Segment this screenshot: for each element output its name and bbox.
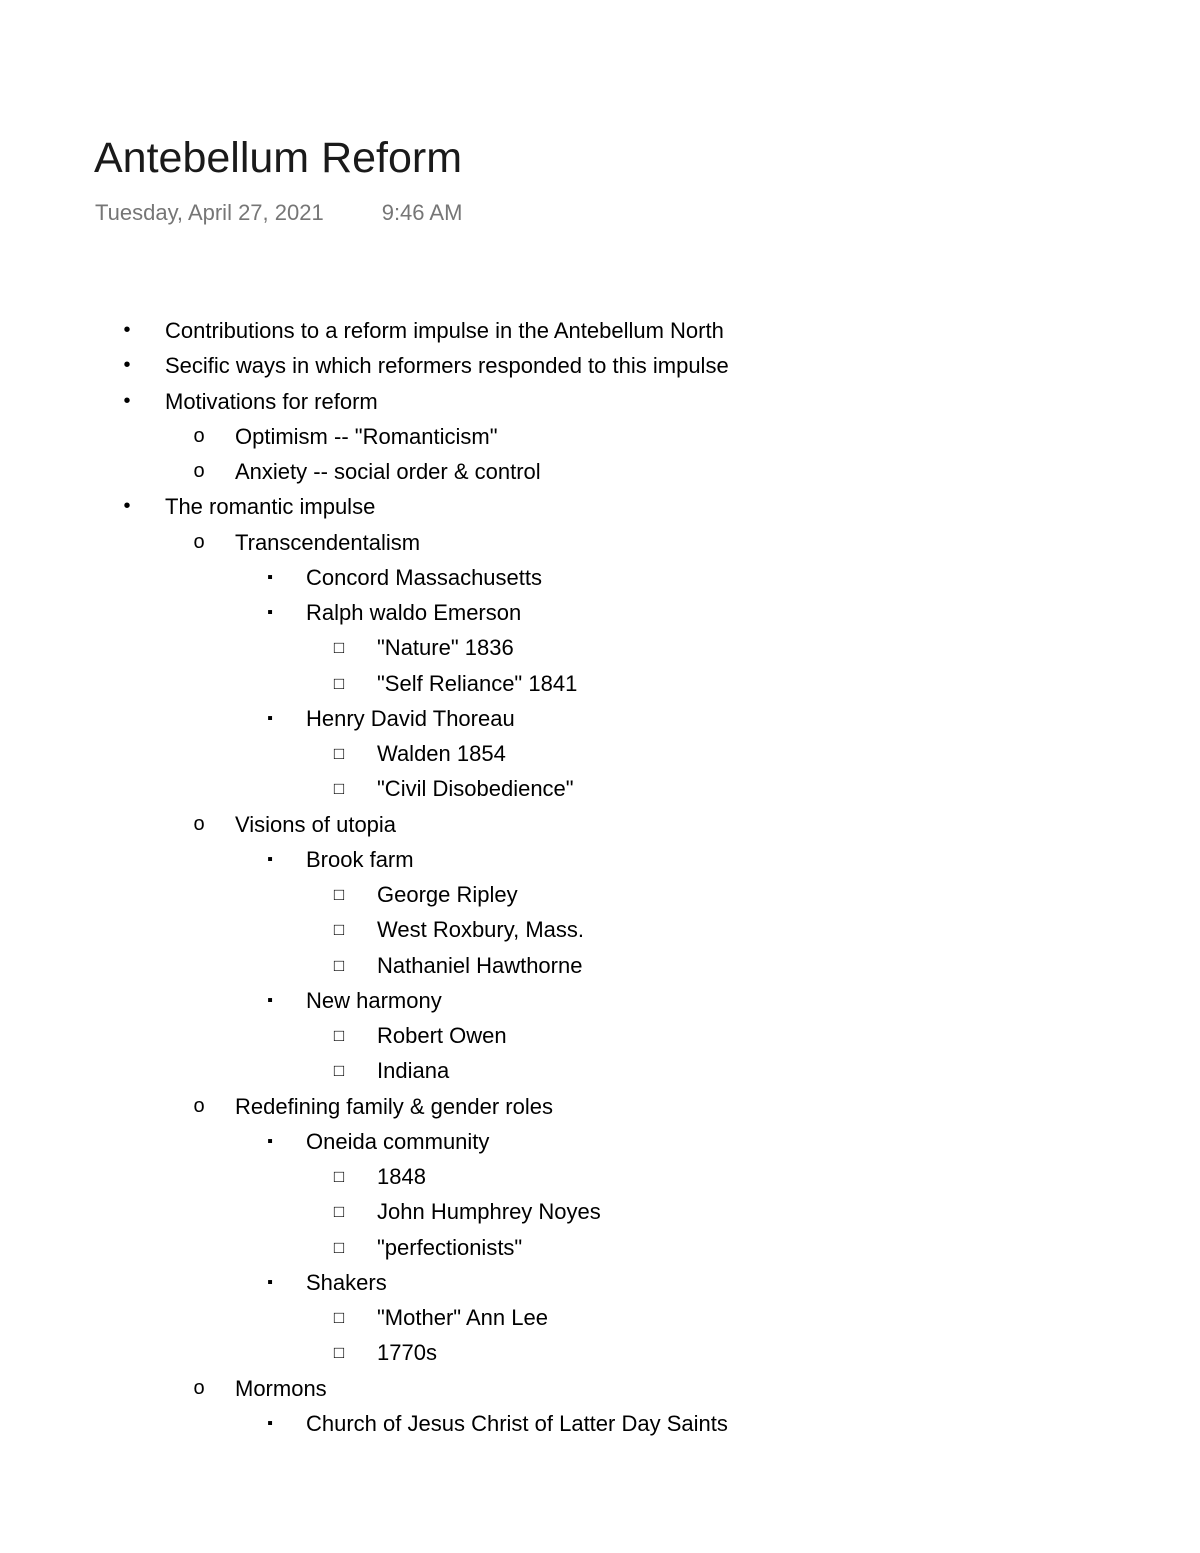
outline-item-text: "Civil Disobedience" <box>377 776 574 802</box>
outline-item <box>0 948 1200 983</box>
outline-item-text: 1848 <box>377 1164 426 1189</box>
outline-item-text: "Nature" 1836 <box>377 635 514 661</box>
bullet-level-3-icon: ▪ <box>267 709 273 727</box>
outline-list <box>0 313 1200 1441</box>
outline-item-text: Henry David Thoreau <box>306 705 515 731</box>
bullet-level-2-icon: o <box>193 812 205 835</box>
outline-item <box>0 1053 1200 1088</box>
outline-item <box>0 771 1200 806</box>
bullet-level-4-icon: □ <box>333 779 345 799</box>
outline-item-text: John Humphrey Noyes <box>377 1199 601 1225</box>
outline-item-text: Anxiety -- social order & control <box>235 459 541 484</box>
outline-item-text: Ralph waldo Emerson <box>306 600 522 625</box>
outline-item <box>0 1300 1200 1335</box>
outline-item <box>0 736 1200 771</box>
bullet-level-4-icon: □ <box>333 1237 345 1257</box>
bullet-level-3-icon: ▪ <box>267 1132 273 1150</box>
outline-item-text: Transcendentalism <box>235 529 421 555</box>
outline-item <box>0 1371 1200 1406</box>
outline-item-text: Secific ways in which reformers responded to this impulse <box>165 353 729 379</box>
bullet-level-4-icon: □ <box>333 955 345 975</box>
outline-item-text: Brook farm <box>306 846 414 872</box>
outline-item-text: Nathaniel Hawthorne <box>377 952 583 978</box>
outline-item-text: "Mother" Ann Lee <box>377 1305 548 1330</box>
outline-item <box>0 1265 1200 1300</box>
outline-item <box>0 595 1200 630</box>
bullet-level-2-icon: o <box>193 460 205 482</box>
outline-item <box>0 313 1200 348</box>
outline-item <box>0 701 1200 736</box>
outline-item-text: Motivations for reform <box>165 388 378 414</box>
outline-item <box>0 489 1200 524</box>
bullet-level-2-icon: o <box>193 424 205 447</box>
outline-item-text: 1770s <box>377 1340 437 1366</box>
outline-item <box>0 912 1200 947</box>
page-title: Antebellum Reform <box>94 134 463 182</box>
outline-item-text: Optimism -- "Romanticism" <box>235 423 498 449</box>
outline-item-text: Contributions to a reform impulse in the Antebellum North <box>165 318 724 343</box>
bullet-level-4-icon: □ <box>333 744 345 763</box>
outline-item <box>0 1124 1200 1159</box>
bullet-level-3-icon: ▪ <box>267 604 273 621</box>
bullet-level-4-icon: □ <box>333 920 345 940</box>
bullet-level-4-icon: □ <box>333 673 345 693</box>
bullet-level-4-icon: □ <box>333 638 345 658</box>
page-date: Tuesday, April 27, 2021 <box>95 200 324 225</box>
bullet-level-4-icon: □ <box>333 1202 345 1222</box>
bullet-level-3-icon: ▪ <box>267 991 273 1009</box>
outline-item <box>0 1159 1200 1194</box>
outline-item-text: "perfectionists" <box>377 1234 523 1260</box>
bullet-level-1-icon: • <box>123 354 131 377</box>
bullet-level-3-icon: ▪ <box>267 1273 273 1291</box>
outline-item <box>0 630 1200 665</box>
outline-item <box>0 1230 1200 1265</box>
outline-item <box>0 454 1200 489</box>
outline-item <box>0 877 1200 912</box>
outline-item-text: Mormons <box>235 1375 327 1401</box>
outline-item-text: Redefining family & gender roles <box>235 1093 553 1119</box>
outline-item-text: "Self Reliance" 1841 <box>377 670 578 696</box>
outline-item <box>0 1194 1200 1229</box>
outline-item-text: Robert Owen <box>377 1023 507 1048</box>
outline-item <box>0 348 1200 383</box>
outline-item <box>0 1089 1200 1124</box>
bullet-level-3-icon: ▪ <box>267 1414 273 1432</box>
bullet-level-3-icon: ▪ <box>267 850 273 868</box>
bullet-level-1-icon: • <box>123 495 131 518</box>
outline-item-text: Shakers <box>306 1269 387 1295</box>
outline-item <box>0 525 1200 560</box>
outline-item <box>0 666 1200 701</box>
outline-item-text: Walden 1854 <box>377 741 506 766</box>
outline-item <box>0 384 1200 419</box>
page-timestamp <box>95 199 462 227</box>
outline-item <box>0 560 1200 595</box>
outline-item-text: The romantic impulse <box>165 494 376 520</box>
bullet-level-1-icon: • <box>123 389 131 412</box>
outline-item-text: Oneida community <box>306 1128 490 1154</box>
bullet-level-4-icon: □ <box>333 1026 345 1045</box>
outline-item-text: Visions of utopia <box>235 811 397 837</box>
outline-item <box>0 1406 1200 1441</box>
bullet-level-3-icon: ▪ <box>267 568 273 586</box>
outline-item-text: George Ripley <box>377 882 518 907</box>
bullet-level-4-icon: □ <box>333 885 345 904</box>
outline-item-text: Church of Jesus Christ of Latter Day Saints <box>306 1410 728 1436</box>
bullet-level-4-icon: □ <box>333 1343 345 1363</box>
outline-item-text: Indiana <box>377 1058 450 1084</box>
outline-item <box>0 842 1200 877</box>
bullet-level-4-icon: □ <box>333 1308 345 1327</box>
bullet-level-2-icon: o <box>193 530 205 553</box>
page-time: 9:46 AM <box>381 200 463 225</box>
bullet-level-4-icon: □ <box>333 1167 345 1186</box>
bullet-level-2-icon: o <box>193 1376 205 1399</box>
outline-item <box>0 983 1200 1018</box>
bullet-level-4-icon: □ <box>333 1061 345 1081</box>
outline-item-text: Concord Massachusetts <box>306 564 542 590</box>
outline-item <box>0 1018 1200 1053</box>
bullet-level-1-icon: • <box>123 319 131 341</box>
outline-item-text: New harmony <box>306 987 442 1013</box>
outline-item <box>0 1335 1200 1370</box>
outline-item <box>0 419 1200 454</box>
outline-item-text: West Roxbury, Mass. <box>377 917 585 943</box>
outline-item <box>0 807 1200 842</box>
bullet-level-2-icon: o <box>193 1094 205 1117</box>
